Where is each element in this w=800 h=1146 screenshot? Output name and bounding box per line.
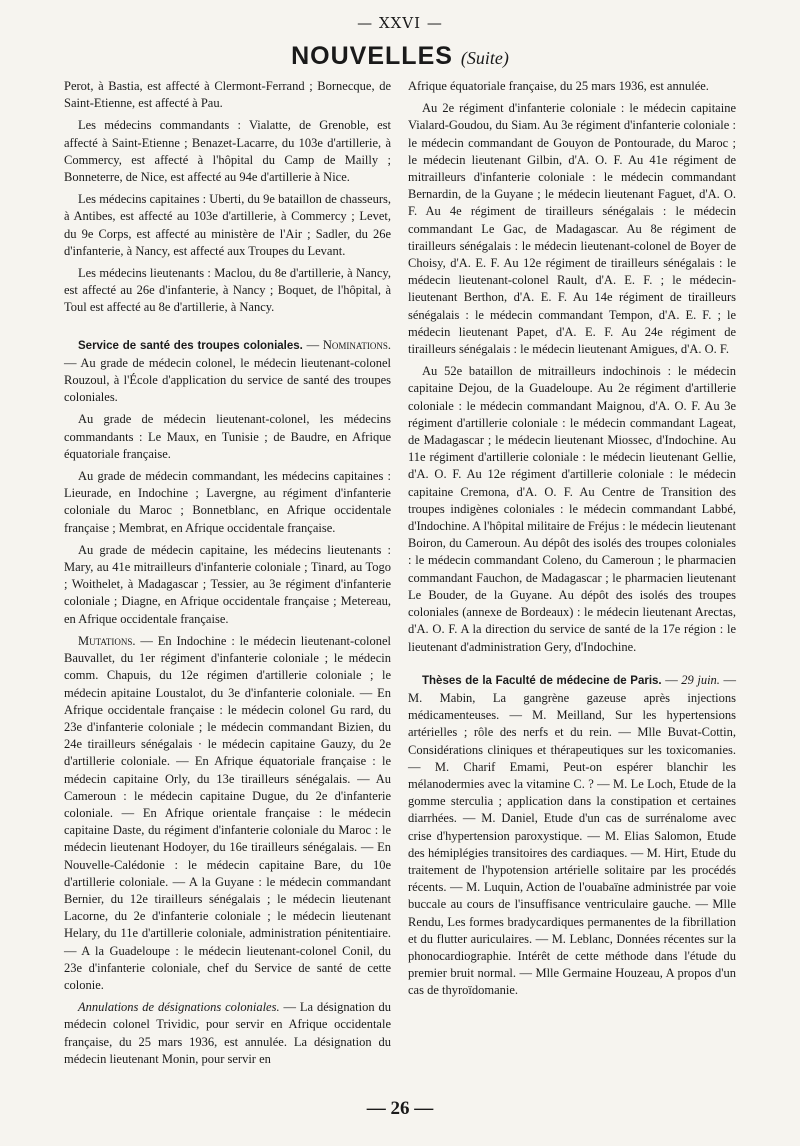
left-column (64, 78, 391, 1073)
mutations-label: Mutations. (78, 633, 136, 648)
paragraph: Au 52e bataillon de mitrailleurs indochinois : le médecin capitaine Dejou, de la Guadeloupe. Au 2e régiment d'artillerie coloniale : le médecin commandant Maignou, d'A. O. F. Au 3e régiment d'artillerie coloniale : le médecin commandant Lageat, de Madagascar ; le médecin lieutenant Miossec, d'Indochine. Au 11e régiment d'artillerie coloniale : le médecin lieutenant Gellie, d'A. O. F. Au 12e régiment d'artillerie coloniale : le médecin capitaine Cremona, d'A. O. F. Au Centre de Transition des troupes indigènes coloniales : le médecin commandant Labbé, d'Indochine. A l'hôpital militaire de Fréjus : le médecin lieutenant Boiron, du Cameroun. Au dépôt des isolés des troupes coloniales : le médecin commandant Coleno, du Cameroun ; le pharmacien commandant Fauchon, de Madagascar ; le pharmacien lieutenant Le Bouder, de la Guyane. Au dépôt des isolés des troupes coloniales (annexe de Bordeaux) : le médecin lieutenant Arectas, d'A. O. F. A la direction du service de santé de la 17e région : le lieutenant d'administration Gery, d'Indochine. (408, 364, 736, 654)
paragraph: Au 2e régiment d'infanterie coloniale : le médecin capitaine Vialard-Goudou, du Siam. Au 3e régiment d'infanterie coloniale : le médecin commandant de Gouyon de Pontourade, du Maroc ; le médecin lieutenant Gilbin, d'A. O. F. Au 41e régiment de mitrailleurs d'infanterie coloniale : le médecin commandant Bernardin, de la Guyane ; le médecin lieutenant Faguet, d'A. O. F. Au 4e régiment de tirailleurs sénégalais : le médecin commandant Le Gac, de Madagascar. Au 8e régiment de tirailleurs sénégalais : le médecin lieutenant-colonel de Boyer de Choisy, d'A. E. F. Au 12e régiment de tirailleurs sénégalais : le médecin lieutenant-colonel Rault, d'A. E. F. ; le médecin-lieutenant Berthon, d'A. E. F. Au 14e régiment de tirailleurs sénégalais : le médecin commandant Tempon, d'A. E. F. ; le médecin lieutenant Papet, d'A. E. F. Au 24e régiment de tirailleurs sénégalais : le médecin lieutenant Amigues, d'A. O. F. (408, 101, 736, 357)
paragraph: Au grade de médecin commandant, les médecins capitaines : Lieurade, en Indochine ; Lavergne, au régiment d'infanterie coloniale du Maroc ; Bonnetblanc, en Afrique occidentale française ; Membrat, en Afrique occidentale française. (64, 469, 391, 535)
paragraph: Les médecins lieutenants : Maclou, du 8e d'artillerie, à Nancy, est affecté au 26e d'infanterie, à Nancy ; Boquet, de l'hôpital, à Toul est affecté au 8e d'artillerie, à Nancy. (64, 266, 391, 315)
roman-page-number: — XXVI — (357, 14, 443, 32)
page-number: — 26 — (366, 1098, 434, 1119)
paragraph: Les médecins capitaines : Uberti, du 9e bataillon de chasseurs, à Antibes, est affecté au 103e d'artillerie, à Commercy ; Levet, du 9e Corps, est affecté au ministère de l'Air ; Sadler, du 26e d'infanterie, à Nancy, est affecté aux Troupes du Levant. (64, 192, 391, 258)
nominations-label: Nominations. (322, 337, 391, 352)
paragraph-text: — En Indochine : le médecin lieutenant-colonel Bauvallet, du 1er régiment d'infanterie coloniale ; le médecin comm. Chapuis, du 12e régimen d'artillerie coloniale ; le médecin apitaine Loustalot, du 3e d'infanterie coloniale. — En Afrique occidentale française : le médecin colonel Gu rard, du 23e d'infanterie coloniale ; le médecin commandant Bizien, du 24e tirailleurs sénégalais · le médecin capitaine Gauzy, du 2e d'artillerie coloniale. — En Afrique équatoriale française : le médecin capitaine Orly, du 13e tirailleurs sénégalais. — Au Cameroun : le médecin capitaine Dugue, du 2e d'infanterie coloniale. — En Afrique orientale française : le médecin capitaine Daste, du régiment d'infanterie coloniale du Maroc : le médecin lieutenant Hodoyer, du 16e tirailleurs sénégalais. — En Nouvelle-Calédonie : le médecin capitaine Bare, du 10e d'artillerie coloniale. — A la Guyane : le médecin commandant Bernier, du 12e tirailleurs sénégalais ; le médecin lieutenant Lacorne, du 2e d'infanterie coloniale ; le médecin lieutenant Helary, du 11e d'artillerie coloniale, administration pénitentiaire. — A la Guadeloupe : le médecin lieutenant-colonel Conil, du 23e d'infanterie coloniale, chef du Service de santé de cette colonie. (64, 633, 391, 992)
dash: — (302, 337, 323, 352)
annulations-label: Annulations de désignations coloniales. (78, 1000, 280, 1015)
paragraph: Au grade de médecin capitaine, les médecins lieutenants : Mary, au 41e mitrailleurs d'infanterie coloniale ; Tinard, au Togo ; Woithelet, à Madagascar ; Tessier, au 3e régiment d'infanterie coloniale ; Diagne, en Afrique occidentale française ; Metereau, en Afrique occidentale française. (64, 542, 391, 626)
section-colonial-health (64, 337, 391, 407)
theses-date: 29 juin. (681, 672, 720, 687)
paragraph-text: — M. Mabin, La gangrène gazeuse après injections médicamenteuses. — M. Meilland, Sur les hypertensions artérielles ; rôle des nerfs et du rein. — Mlle Buvat-Cottin, Considérations cliniques et thérapeutiques sur les toxicomanies. — M. Charif Emami, Peut-on espérer blanchir les mélanodermies avec la vitamine C. ? — M. Le Loch, Etude de la gomme sterculia ; application dans la constipation et certaines diarrhées. — M. Daniel, Etude d'un cas de surrénalome avec crise d'hypertension paroxystique. — M. Elias Salomon, Etude des hémiplégies transitoires des cardiaques. — M. Hirt, Etude du traitement de l'hypotension artérielle solitaire par les procédés récents. — M. Luquin, Action de l'ouabaïne administrée par voie buccale au cours de l'insuffisance ventriculaire gauche. — Mlle Rendu, Les formes bradycardiques permanentes de la fibrillation et du flutter auriculaires. — M. Leblanc, Données récentes sur la phonocardiographie. Intérêt de cette méthode dans l'étude du premier bruit normal. — Mlle Germaine Houzeau, A propos d'un cas de thyroïdomanie. (408, 672, 737, 998)
section-heading: Thèses de la Faculté de médecine de Paris. (422, 674, 662, 687)
paragraph-text: — La désignation du médecin colonel Trividic, pour servir en Afrique occidentale française, du 25 mars 1936, est annulée. La désignation du médecin lieutenant Monin, pour servir en (64, 1000, 391, 1066)
paragraph: Perot, à Bastia, est affecté à Clermont-Ferrand ; Bornecque, de Saint-Etienne, est affecté à Pau. (64, 79, 391, 111)
annulations-paragraph (64, 999, 391, 1068)
paragraph: Les médecins commandants : Vialatte, de Grenoble, est affecté à Saint-Etienne ; Benazet-Lacarre, du 103e d'artillerie, à Commercy, est affecté à l'hôpital du Camp de Mailly ; Bonneterre, de Nice, est affecté au 94e d'artillerie à Nice. (64, 118, 391, 185)
section-heading: Service de santé des troupes coloniales. (78, 339, 303, 352)
right-column (408, 78, 736, 1005)
section-title-text: NOUVELLES (291, 42, 453, 70)
dash: — (661, 672, 682, 687)
section-title-suite: (Suite) (460, 48, 509, 68)
paragraph: Au grade de médecin lieutenant-colonel, les médecins commandants : Le Maux, en Tunisie ; de Baudre, en Afrique équatoriale française. (64, 412, 391, 461)
paragraph-text: — Au grade de médecin colonel, le médecin lieutenant-colonel Rouzoul, à l'École d'application du service de santé des troupes coloniales. (64, 355, 391, 405)
section-theses (408, 672, 736, 1000)
section-title (0, 42, 800, 71)
paragraph: Afrique équatoriale française, du 25 mars 1936, est annulée. (408, 79, 709, 93)
mutations-paragraph (64, 633, 391, 994)
